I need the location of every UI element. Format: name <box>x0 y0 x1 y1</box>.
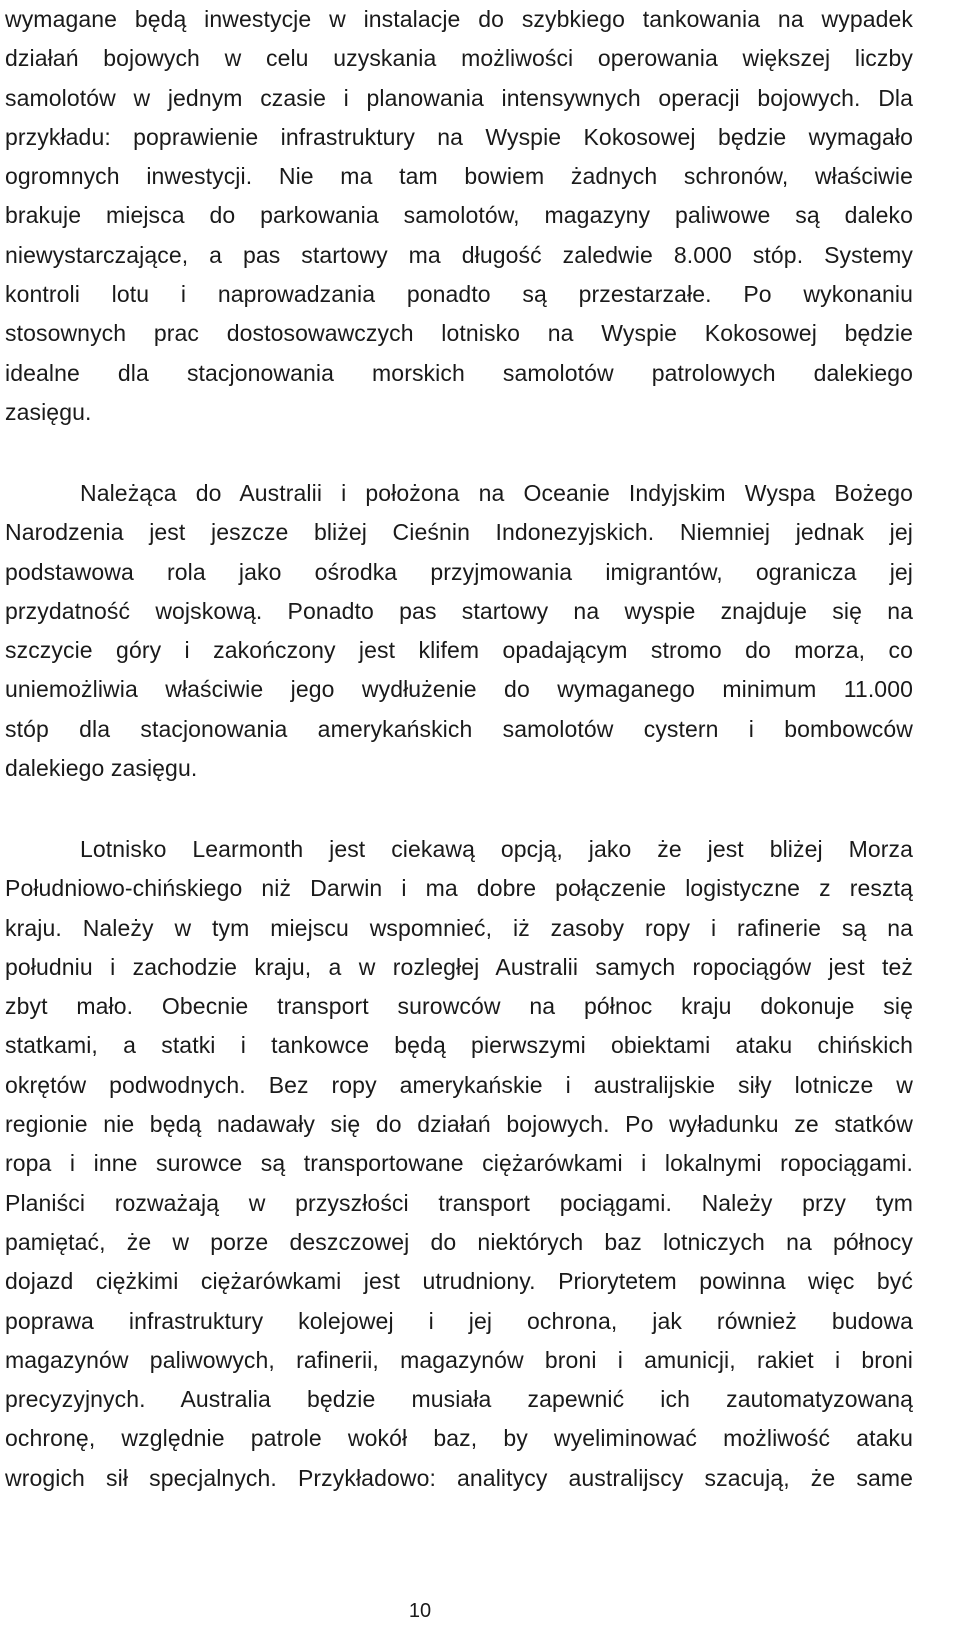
text-line: przykładu: poprawienie infrastruktury na Wyspie Kokosowej będzie wymagało <box>5 123 913 150</box>
text-line: wymagane będą inwestycje w instalacje do szybkiego tankowania na wypadek <box>5 6 913 32</box>
text-line: ogromnych inwestycji. Nie ma tam bowiem żadnych schronów, właściwie <box>5 163 913 190</box>
text-line: dojazd ciężkimi ciężarówkami jest utrudniony. Priorytetem powinna więc być <box>5 1268 913 1295</box>
text-line: uniemożliwia właściwie jego wydłużenie do wymaganego minimum 11.000 <box>5 676 913 703</box>
text-line: okrętów podwodnych. Bez ropy amerykańskie i australijskie siły lotnicze w <box>5 1071 913 1098</box>
text-line: działań bojowych w celu uzyskania możliwości operowania większej liczby <box>5 45 913 72</box>
text-line: południu i zachodzie kraju, a w rozległej Australii samych ropociągów jest też <box>5 953 913 980</box>
text-line: stosownych prac dostosowawczych lotnisko na Wyspie Kokosowej będzie <box>5 320 913 347</box>
text-line: brakuje miejsca do parkowania samolotów, magazyny paliwowe są daleko <box>5 202 913 229</box>
text-line: regionie nie będą nadawały się do działań bojowych. Po wyładunku ze statków <box>5 1111 913 1138</box>
text-line: ochronę, względnie patrole wokół baz, by wyeliminować możliwość ataku <box>5 1425 913 1452</box>
text-line: samolotów w jednym czasie i planowania intensywnych operacji bojowych. Dla <box>5 84 913 111</box>
text-line: precyzyjnych. Australia będzie musiała zapewnić ich zautomatyzowaną <box>5 1386 913 1413</box>
text-line: stóp dla stacjonowania amerykańskich samolotów cystern i bombowców <box>5 715 913 742</box>
text-line: podstawowa rola jako ośrodka przyjmowania imigrantów, ogranicza jej <box>5 558 913 585</box>
text-line: poprawa infrastruktury kolejowej i jej ochrona, jak również budowa <box>5 1307 913 1334</box>
text-line: szczycie góry i zakończony jest klifem opadającym stromo do morza, co <box>5 637 913 664</box>
text-line: statkami, a statki i tankowce będą pierwszymi obiektami ataku chińskich <box>5 1032 913 1059</box>
text-line: Lotnisko Learmonth jest ciekawą opcją, jako że jest bliżej Morza <box>80 836 913 862</box>
text-line: zasięgu. <box>5 398 92 425</box>
paragraph-1 <box>5 0 913 432</box>
text-line: zbyt mało. Obecnie transport surowców na północ kraju dokonuje się <box>5 993 913 1020</box>
page-number: 10 <box>408 1600 432 1622</box>
text-line: wrogich sił specjalnych. Przykładowo: analitycy australijscy szacują, że same <box>5 1464 913 1491</box>
text-line: pamiętać, że w porze deszczowej do niektórych baz lotniczych na północy <box>5 1228 913 1255</box>
text-line: kraju. Należy w tym miejscu wspomnieć, iż zasoby ropy i rafinerie są na <box>5 914 913 941</box>
text-line: niewystarczające, a pas startowy ma długość zaledwie 8.000 stóp. Systemy <box>5 241 913 268</box>
paragraph-2 <box>5 474 913 788</box>
text-line: Należąca do Australii i położona na Oceanie Indyjskim Wyspa Bożego <box>80 480 913 506</box>
text-line: ropa i inne surowce są transportowane ciężarówkami i lokalnymi ropociągami. <box>5 1150 913 1177</box>
text-line: dalekiego zasięgu. <box>5 755 198 782</box>
text-line: idealne dla stacjonowania morskich samolotów patrolowych dalekiego <box>5 359 913 386</box>
text-line: magazynów paliwowych, rafinerii, magazynów broni i amunicji, rakiet i broni <box>5 1346 913 1373</box>
text-line: przydatność wojskową. Ponadto pas startowy na wyspie znajduje się na <box>5 597 913 624</box>
text-line: kontroli lotu i naprowadzania ponadto są przestarzałe. Po wykonaniu <box>5 281 913 308</box>
text-line: Narodzenia jest jeszcze bliżej Cieśnin Indonezyjskich. Niemniej jednak jej <box>5 519 913 546</box>
paragraph-3 <box>5 830 913 1498</box>
text-line: Południowo-chińskiego niż Darwin i ma dobre połączenie logistyczne z resztą <box>5 875 913 902</box>
text-line: Planiści rozważają w przyszłości transport pociągami. Należy przy tym <box>5 1189 913 1216</box>
